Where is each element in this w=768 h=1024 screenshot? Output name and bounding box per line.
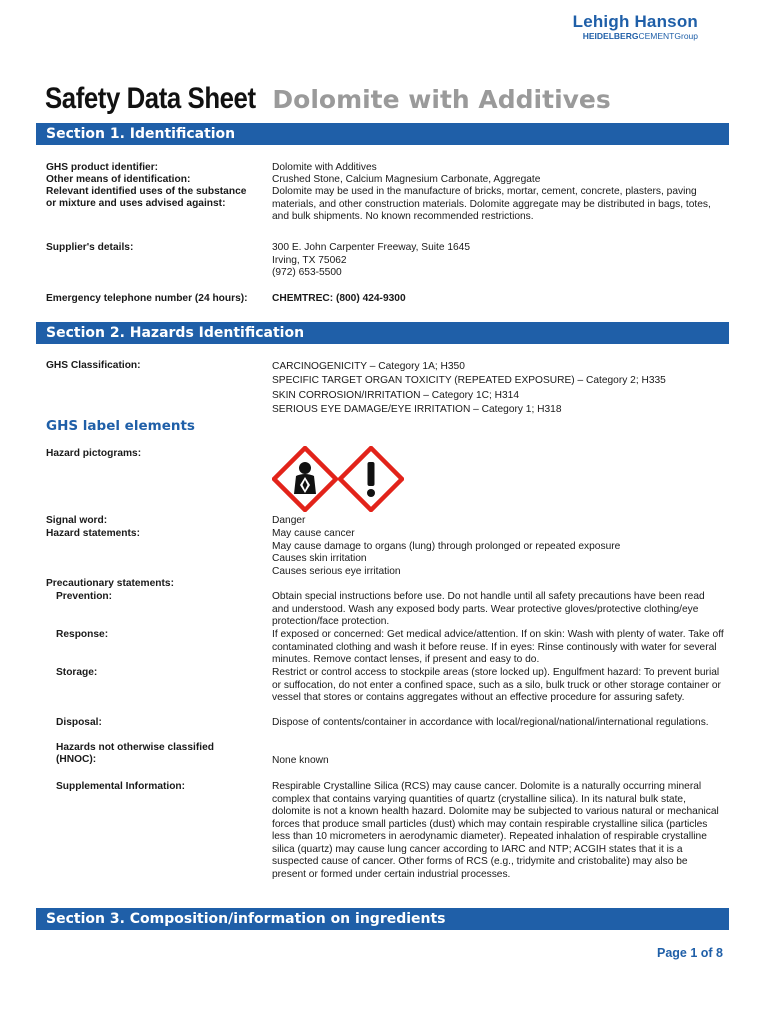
brand-group-bold: HEIDELBERG bbox=[582, 31, 639, 41]
section-3-header: Section 3. Composition/information on ingredients bbox=[36, 908, 729, 930]
supplier-details bbox=[272, 242, 724, 280]
hazard-pictograms-label: Hazard pictograms: bbox=[46, 448, 142, 459]
storage-label: Storage: bbox=[56, 667, 98, 678]
supplier-address: 300 E. John Carpenter Freeway, Suite 1645 bbox=[272, 242, 471, 253]
disposal-label: Disposal: bbox=[56, 717, 102, 728]
exclamation-mark-icon bbox=[338, 446, 404, 512]
title-product: Dolomite with Additives bbox=[272, 85, 611, 114]
supplier-city: Irving, TX 75062 bbox=[272, 254, 347, 266]
ghs-classification-label: GHS Classification: bbox=[46, 360, 141, 371]
signal-word-label: Signal word: bbox=[46, 515, 108, 526]
ghs-product-label: GHS product identifier: bbox=[46, 162, 159, 173]
classification-item: SKIN CORROSION/IRRITATION – Category 1C; H314 bbox=[272, 389, 520, 401]
classification-item: CARCINOGENICITY – Category 1A; H350 bbox=[272, 361, 465, 372]
uses-label-line1: Relevant identified uses of the substance bbox=[46, 186, 247, 197]
hazard-statement: Causes skin irritation bbox=[272, 553, 367, 564]
response-value: If exposed or concerned: Get medical advice/attention. If on skin: Wash with plenty of water. Take off contaminated clothing and wash it before reuse. If in eyes: Rinse continously with water for several minutes. Remove contact lenses, if present and easy to do. bbox=[272, 629, 724, 665]
supplier-phone: (972) 653-5500 bbox=[272, 267, 342, 278]
uses-label-line2: or mixture and uses advised against: bbox=[46, 198, 226, 209]
other-means-label: Other means of identification: bbox=[46, 174, 191, 185]
signal-word-value: Danger bbox=[272, 515, 306, 526]
hazard-statement: May cause cancer bbox=[272, 528, 355, 539]
emergency-value: CHEMTREC: (800) 424-9300 bbox=[272, 293, 406, 304]
classification-item: SERIOUS EYE DAMAGE/EYE IRRITATION – Category 1; H318 bbox=[272, 403, 562, 415]
page-number: Page 1 of 8 bbox=[657, 946, 723, 960]
ghs-label-elements-heading: GHS label elements bbox=[46, 418, 195, 434]
emergency-label: Emergency telephone number (24 hours): bbox=[46, 293, 248, 304]
supplemental-value: Respirable Crystalline Silica (RCS) may cause cancer. Dolomite is a naturally occurring mineral complex that contains varying quantities of quartz (crystalline silica). In its natural bulk state, dolomite is not a known health hazard. Dolomite may be subjected to various natural or mechanical forces that produce small particles (dust) which may contain respirable crystalline silica (particles less than 10 micrometers in aerodynamic diameter). Repeated inhalation of respirable crystalline silica (quartz) may cause lung cancer according to IARC and NTP; ACGIH states that it is a suspected cause of cancer. Other forms of RCS (e.g., tridymite and cristobalite) may also be present or formed under certain industrial processes. bbox=[272, 781, 719, 880]
section-2-header: Section 2. Hazards Identification bbox=[36, 322, 729, 344]
brand-group bbox=[573, 31, 698, 41]
hnoc-label-line2: (HNOC): bbox=[56, 754, 97, 765]
hazard-statement: May cause damage to organs (lung) through prolonged or repeated exposure bbox=[272, 540, 621, 552]
hazard-statements-list bbox=[272, 528, 724, 578]
brand-group-rest: CEMENTGroup bbox=[638, 31, 698, 41]
document-title bbox=[45, 82, 611, 116]
disposal-value: Dispose of contents/container in accordance with local/regional/national/international regulations. bbox=[272, 717, 709, 728]
hnoc-label-line1: Hazards not otherwise classified bbox=[56, 742, 214, 753]
supplier-label: Supplier's details: bbox=[46, 242, 134, 253]
prevention-value: Obtain special instructions before use. Do not handle until all safety precautions have been read and understood. Wash any exposed body parts. Wear protective gloves/protective clothing/eye protection/face protection. bbox=[272, 591, 705, 627]
uses-value: Dolomite may be used in the manufacture of bricks, mortar, cement, concrete, plasters, paving materials, and other construction materials. Dolomite aggregate may be distributed in bags, totes, and bulk shipments. No known recommended restrictions. bbox=[272, 186, 711, 222]
precautionary-label: Precautionary statements: bbox=[46, 578, 174, 589]
health-hazard-icon bbox=[272, 446, 338, 512]
hazard-statements-label: Hazard statements: bbox=[46, 528, 140, 539]
hnoc-value: None known bbox=[272, 755, 329, 766]
ghs-product-value: Dolomite with Additives bbox=[272, 162, 377, 173]
brand-logo bbox=[573, 12, 698, 41]
section-1-header: Section 1. Identification bbox=[36, 123, 729, 145]
title-main: Safety Data Sheet bbox=[45, 82, 256, 115]
ghs-classification-list bbox=[272, 360, 724, 417]
brand-name: Lehigh Hanson bbox=[572, 12, 698, 31]
classification-item: SPECIFIC TARGET ORGAN TOXICITY (REPEATED EXPOSURE) – Category 2; H335 bbox=[272, 375, 666, 387]
supplemental-label: Supplemental Information: bbox=[56, 781, 186, 792]
response-label: Response: bbox=[56, 629, 109, 640]
prevention-label: Prevention: bbox=[56, 591, 113, 602]
other-means-value: Crushed Stone, Calcium Magnesium Carbonate, Aggregate bbox=[272, 174, 541, 185]
storage-value: Restrict or control access to stockpile areas (store locked up). Engulfment hazard: To prevent burial or suffocation, do not enter a confined space, such as a silo, bulk truck or other storage container or vessel that stores or contains aggregates without an effective procedure for assuring safety. bbox=[272, 667, 721, 703]
hazard-statement: Causes serious eye irritation bbox=[272, 565, 401, 577]
